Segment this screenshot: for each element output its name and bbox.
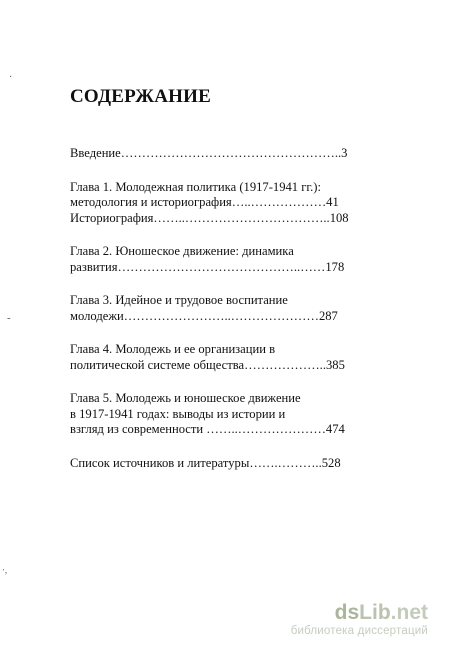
toc-entry-chapter-5	[70, 391, 345, 438]
toc-line: Глава 3. Идейное и трудовое воспитание	[70, 293, 288, 307]
table-of-contents	[70, 146, 349, 471]
watermark-logo-ds: ds	[334, 601, 360, 624]
toc-line: Глава 2. Юношеское движение: динамика	[70, 244, 294, 258]
toc-entry-references	[70, 456, 340, 472]
toc-line: методология и историография…..………………41	[70, 195, 339, 209]
toc-line: взгляд из современности ……..…………………474	[70, 422, 345, 436]
toc-line: политической системе общества………………..385	[70, 357, 345, 372]
watermark-tagline: библиотека диссертаций	[290, 625, 428, 637]
toc-line: развития……………………………………..……178	[70, 259, 345, 274]
toc-line: Глава 5. Молодежь и юношеское движение	[70, 391, 301, 405]
toc-line: в 1917-1941 годах: выводы из истории и	[70, 406, 286, 421]
scan-artifact: ·	[9, 72, 13, 83]
watermark-logo	[291, 602, 428, 624]
watermark-logo-net: .net	[390, 601, 428, 624]
toc-line: молодежи……………………..…………………287	[70, 308, 338, 323]
scan-artifact: ‧,	[2, 565, 8, 575]
toc-entry-chapter-1	[70, 179, 349, 227]
watermark	[291, 602, 428, 637]
toc-entry-chapter-4	[70, 342, 345, 373]
toc-entry-introduction	[70, 146, 348, 162]
toc-line: Историография……..……………………………..108	[70, 210, 349, 225]
toc-line: Глава 1. Молодежная политика (1917-1941 гг.):	[70, 179, 321, 194]
toc-line: Введение……………………………………………..3	[70, 146, 348, 160]
toc-entry-chapter-2	[70, 244, 345, 275]
scan-artifact: -	[7, 312, 11, 324]
page-title: СОДЕРЖАНИЕ	[70, 86, 211, 107]
toc-line: Глава 4. Молодежь и ее организации в	[70, 342, 276, 356]
toc-entry-chapter-3	[70, 293, 340, 324]
toc-line: Список источников и литературы…….………..528	[70, 455, 341, 470]
watermark-logo-lib: Lib	[359, 601, 391, 624]
